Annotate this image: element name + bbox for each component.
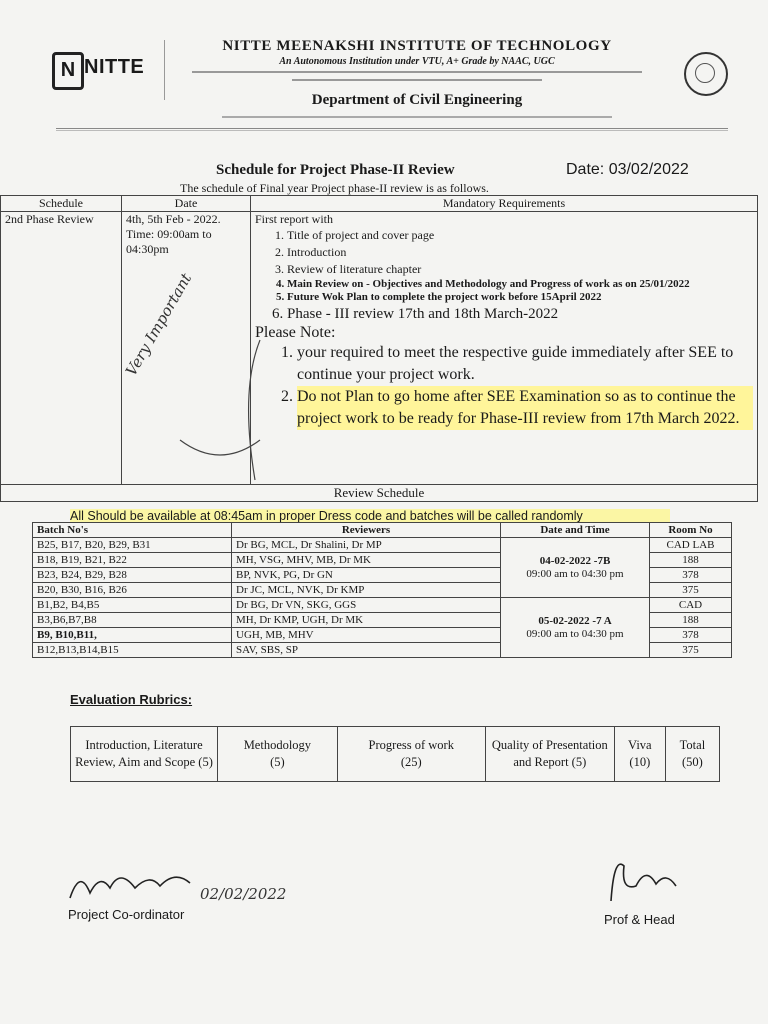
room-cell: 375 <box>650 643 732 658</box>
requirement-item: 5. Future Wok Plan to complete the project work before 15April 2022 <box>287 291 753 304</box>
rubric-label: Methodology <box>243 738 312 752</box>
table-row <box>33 538 732 553</box>
reviewers-cell: Dr JC, MCL, NVK, Dr KMP <box>232 583 501 598</box>
review-header-row <box>33 523 732 538</box>
rubric-cell <box>485 727 614 782</box>
batch-cell: B23, B24, B29, B28 <box>33 568 232 583</box>
time-value: Time: 09:00am to 04:30pm <box>126 227 212 256</box>
rubrics-title: Evaluation Rubrics: <box>70 692 193 707</box>
col-date: Date <box>122 196 251 212</box>
room-cell: 188 <box>650 613 732 628</box>
institute-subtitle: An Autonomous Institution under VTU, A+ Grade by NAAC, UGC <box>279 56 555 67</box>
rubric-cell <box>71 727 218 782</box>
head-label: Prof & Head <box>604 912 675 927</box>
coordinator-signature <box>60 858 220 908</box>
rubrics-table <box>70 726 720 782</box>
requirement-item: 3. Review of literature chapter <box>287 261 753 278</box>
reviewers-cell: UGH, MB, MHV <box>232 628 501 643</box>
table-row <box>33 598 732 613</box>
accreditation-note <box>172 112 662 124</box>
reviewers-cell: SAV, SBS, SP <box>232 643 501 658</box>
requirements-list <box>255 227 753 324</box>
note-item: 1. your required to meet the respective guide immediately after SEE to continue your project work. <box>297 342 753 386</box>
batch-cell: B18, B19, B21, B22 <box>33 553 232 568</box>
col-room: Room No <box>650 523 732 538</box>
reviewers-cell: MH, Dr KMP, UGH, Dr MK <box>232 613 501 628</box>
batch-cell: B12,B13,B14,B15 <box>33 643 232 658</box>
schedule-table <box>0 195 758 502</box>
rubric-marks: (10) <box>629 755 651 769</box>
attendance-notice: All Should be available at 08:45am in proper Dress code and batches will be called randomly <box>70 509 670 523</box>
handwritten-marks <box>160 330 280 490</box>
rubric-label: Quality of Presentation and Report <box>491 738 608 769</box>
accreditation-smudge <box>172 112 662 122</box>
rubric-marks: (5) <box>571 755 587 769</box>
col-reviewers: Reviewers <box>232 523 501 538</box>
document-date: Date: 03/02/2022 <box>566 161 689 178</box>
room-cell: 375 <box>650 583 732 598</box>
rubric-label: Total <box>679 738 706 752</box>
rubric-marks: (5) <box>270 755 285 769</box>
rubric-cell <box>218 727 338 782</box>
note-title: Please Note: <box>255 324 336 341</box>
schedule-header-row <box>1 196 758 212</box>
coordinator-date: 02/02/2022 <box>200 885 287 903</box>
requirement-item: 1. Title of project and cover page <box>287 227 753 244</box>
reviewers-cell: Dr BG, Dr VN, SKG, GGS <box>232 598 501 613</box>
rubric-cell <box>337 727 485 782</box>
header-divider <box>164 40 165 100</box>
schedule-title: Schedule for Project Phase-II Review <box>216 162 455 178</box>
date-value: 4th, 5th Feb - 2022. <box>126 212 221 226</box>
first-report: First report with <box>255 212 333 226</box>
logo-mark: N <box>52 52 84 90</box>
rubric-marks: (50) <box>682 755 703 769</box>
rubric-marks: (25) <box>400 755 422 769</box>
rubric-label: Progress of work <box>368 738 454 752</box>
batch-cell: B9, B10,B11, <box>33 628 232 643</box>
reviewers-cell: BP, NVK, PG, Dr GN <box>232 568 501 583</box>
col-schedule: Schedule <box>1 196 122 212</box>
phase-label: 2nd Phase Review <box>5 212 94 226</box>
batch-cell: B20, B30, B16, B26 <box>33 583 232 598</box>
requirement-item: 6. Phase - III review 17th and 18th March-2022 <box>287 304 753 324</box>
day2-cell <box>501 598 650 658</box>
rubric-label: Viva <box>628 738 652 752</box>
notes-list <box>255 342 753 430</box>
col-date-time: Date and Time <box>501 523 650 538</box>
col-requirements: Mandatory Requirements <box>251 196 758 212</box>
day1-date: 04-02-2022 -7B <box>539 554 611 567</box>
schedule-row <box>1 212 758 485</box>
review-title-row <box>1 485 758 502</box>
rubric-marks: (5) <box>198 755 213 769</box>
head-signature <box>596 846 726 912</box>
institute-logo <box>52 50 156 90</box>
header-rule-2 <box>56 130 728 131</box>
rubric-label: Introduction, Literature Review, Aim and Scope <box>75 738 203 769</box>
batch-cell: B3,B6,B7,B8 <box>33 613 232 628</box>
day1-time: 09:00 am to 04:30 pm <box>526 567 624 580</box>
note-item: 2. Do not Plan to go home after SEE Examination so as to continue the project work to be ready for Phase-III review from 17th March 2022. <box>297 386 753 430</box>
department-name: Department of Civil Engineering <box>311 92 523 108</box>
room-cell: CAD LAB <box>650 538 732 553</box>
batch-cell: B1,B2, B4,B5 <box>33 598 232 613</box>
rubric-cell <box>665 727 719 782</box>
day2-time: 09:00 am to 04:30 pm <box>526 627 624 640</box>
requirement-item: 4. Main Review on - Objectives and Methodology and Progress of work as on 25/01/2022 <box>287 278 753 291</box>
room-cell: 188 <box>650 553 732 568</box>
review-schedule-title: Review Schedule <box>1 485 758 502</box>
reviewers-cell: MH, VSG, MHV, MB, Dr MK <box>232 553 501 568</box>
room-cell: 378 <box>650 568 732 583</box>
batch-cell: B25, B17, B20, B29, B31 <box>33 538 232 553</box>
logo-text: NITTE <box>84 56 145 78</box>
address-lines <box>172 69 662 87</box>
room-cell: 378 <box>650 628 732 643</box>
reviewers-cell: Dr BG, MCL, Dr Shalini, Dr MP <box>232 538 501 553</box>
day1-cell <box>501 538 650 598</box>
requirements-cell <box>251 212 758 485</box>
room-cell: CAD <box>650 598 732 613</box>
header-rule <box>56 128 728 129</box>
phase-cell <box>1 212 122 485</box>
institute-seal-icon <box>684 52 728 96</box>
rubric-cell <box>614 727 665 782</box>
schedule-intro: The schedule of Final year Project phase-II review is as follows. <box>180 181 489 195</box>
review-table <box>32 522 732 658</box>
col-batch: Batch No's <box>33 523 232 538</box>
requirement-item: 2. Introduction <box>287 244 753 261</box>
coordinator-label: Project Co-ordinator <box>68 907 185 922</box>
rubrics-row <box>71 727 720 782</box>
handwritten-note: Very Important <box>122 270 196 379</box>
institute-address-smudge <box>172 69 662 90</box>
day2-date: 05-02-2022 -7 A <box>538 614 612 627</box>
institute-name: NITTE MEENAKSHI INSTITUTE OF TECHNOLOGY <box>222 38 612 54</box>
